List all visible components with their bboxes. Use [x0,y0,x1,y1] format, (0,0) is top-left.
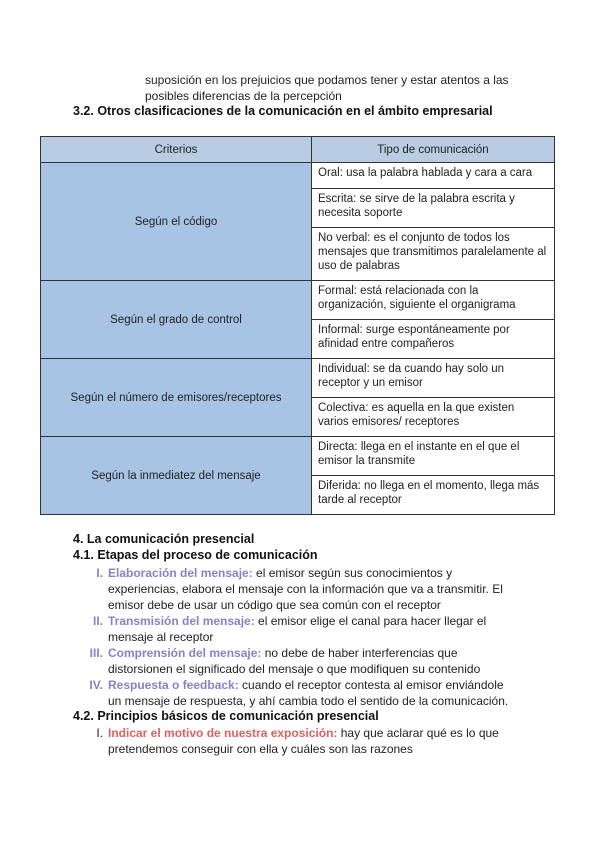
table-row [41,281,555,320]
stage-term: Respuesta o feedback: [108,678,239,692]
table-row [41,359,555,398]
principle-number: I. [96,726,103,740]
principle-text: hay que aclarar qué es lo que pretendemos conseguir con ella y cuáles son las razones [108,726,499,756]
type-cell: Informal: surge espontáneamente por afinidad entre compañeros [312,320,555,359]
list-item [73,613,513,645]
type-cell: Colectiva: es aquella en la que existen varios emisores/ receptores [312,398,555,437]
principle-term: Indicar el motivo de nuestra exposición: [108,726,338,740]
list-item [73,645,513,677]
stage-term: Transmisión del mensaje: [108,614,255,628]
stage-number: III. [89,646,103,660]
criterion-cell: Según la inmediatez del mensaje [41,437,312,515]
stage-number: IV. [89,678,103,692]
intro-paragraph: suposición en los prejuicios que podamos tener y estar atentos a las posibles diferencias de la percepción [145,73,509,103]
stage-number: II. [92,614,103,628]
stage-text: cuando el receptor contesta al emisor enviándole un mensaje de respuesta, y ahí cambia todo el sentido de la comunicación. [108,678,509,708]
section-3-2-heading: 3.2. Otros clasificaciones de la comunicación en el ámbito empresarial [73,104,493,118]
table-row [41,437,555,476]
section-4-heading: 4. La comunicación presencial [73,532,255,546]
communication-classification-table [40,136,555,515]
stage-text: no debe de haber interferencias que distorsionen el significado del mensaje o que modifiquen su contenido [108,646,481,676]
stage-number: I. [96,566,103,580]
stage-term: Elaboración del mensaje: [108,566,253,580]
criterion-cell: Según el número de emisores/receptores [41,359,312,437]
stages-list [73,565,513,709]
table-header-row [41,137,555,163]
stage-text: el emisor elige el canal para hacer llegar el mensaje al receptor [108,614,487,644]
list-item [73,677,513,709]
section-4-2-heading: 4.2. Principios básicos de comunicación presencial [73,709,379,723]
list-item [73,725,513,757]
section-4-1-heading: 4.1. Etapas del proceso de comunicación [73,548,318,562]
header-criterios: Criterios [41,137,312,163]
type-cell: Individual: se da cuando hay solo un receptor y un emisor [312,359,555,398]
stage-text: el emisor según sus conocimientos y experiencias, elabora el mensaje con la información que va a transmitir. El emisor debe de usar un código que sea común con el receptor [108,566,503,612]
list-item [73,565,513,613]
criterion-cell: Según el grado de control [41,281,312,359]
principles-list [73,725,513,757]
criterion-cell: Según el código [41,163,312,281]
type-cell: Escrita: se sirve de la palabra escrita y necesita soporte [312,189,555,228]
type-cell: Oral: usa la palabra hablada y cara a cara [312,163,555,189]
header-tipo: Tipo de comunicación [312,137,555,163]
type-cell: No verbal: es el conjunto de todos los mensajes que transmitimos paralelamente al uso de palabras [312,228,555,281]
type-cell: Formal: está relacionada con la organización, siguiente el organigrama [312,281,555,320]
type-cell: Diferida: no llega en el momento, llega más tarde al receptor [312,476,555,515]
table-row [41,163,555,189]
stage-term: Comprensión del mensaje: [108,646,262,660]
type-cell: Directa: llega en el instante en el que el emisor la transmite [312,437,555,476]
